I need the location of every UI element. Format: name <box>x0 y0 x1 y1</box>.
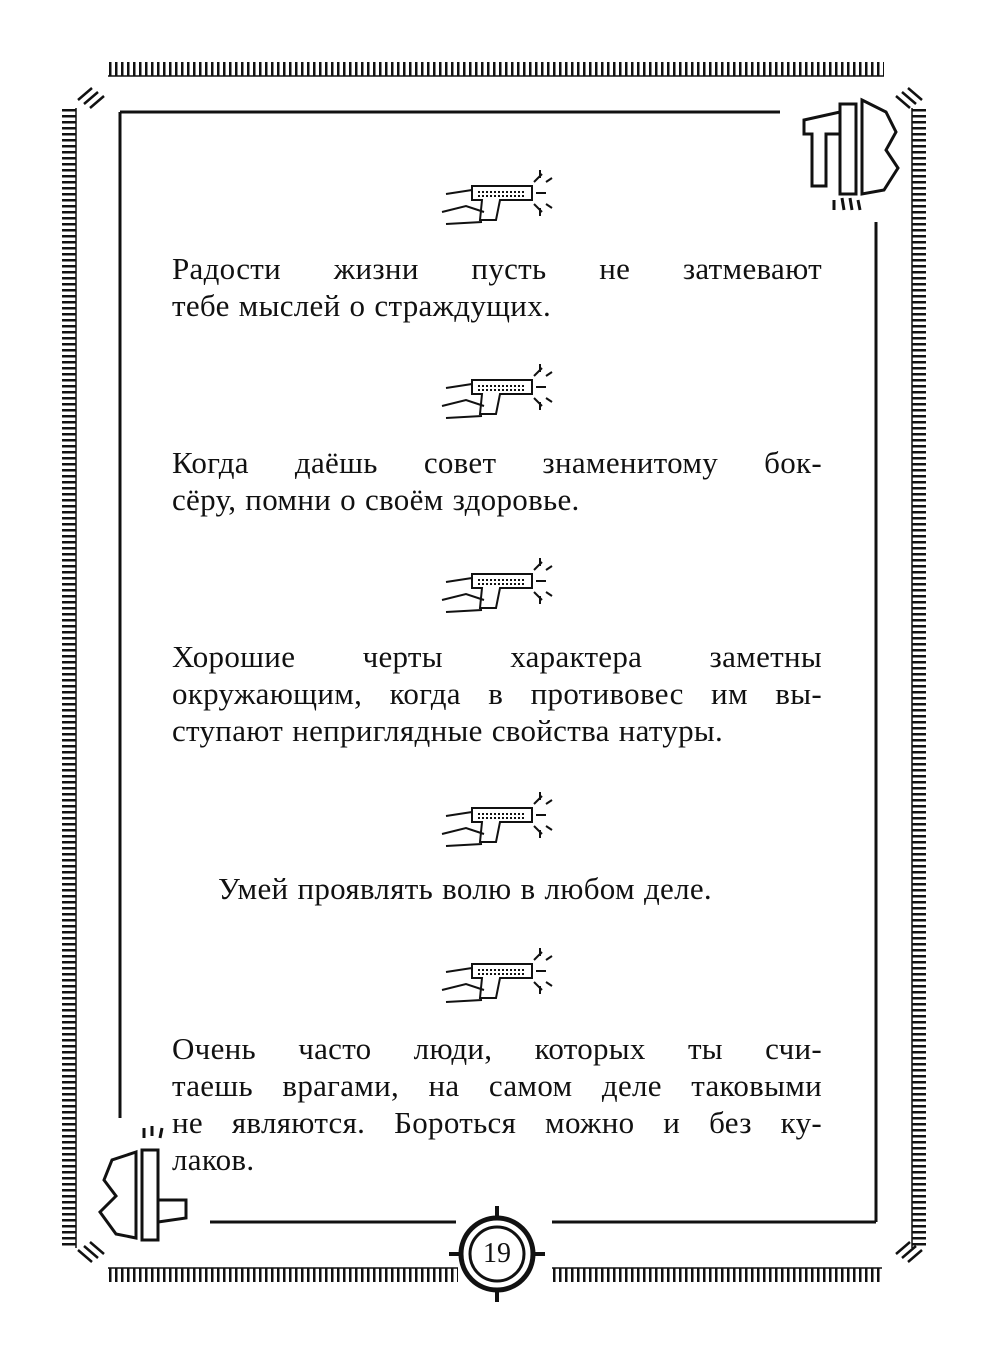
aphorism-4 <box>218 870 818 907</box>
aphorism-5 <box>172 1030 822 1178</box>
text-line: Радости жизни пусть не затмевают <box>172 251 822 286</box>
figure-with-gun-icon <box>804 100 898 210</box>
text-line: Умей проявлять волю в любом деле. <box>218 871 712 906</box>
text-line: ступают неприглядные свойства натуры. <box>172 713 724 748</box>
text-line: окружающим, когда в противовес им вы- <box>172 676 822 711</box>
text-line: сёру, помни о своём здоровье. <box>172 482 580 517</box>
text-line: не являются. Бороться можно и без ку- <box>172 1105 822 1140</box>
gun-ornament-icon <box>436 946 556 1016</box>
text-line: Хорошие черты характера заметны <box>172 639 822 674</box>
text-line: Очень часто люди, которых ты счи- <box>172 1031 822 1066</box>
gun-ornament-icon <box>436 556 556 626</box>
text-line: Когда даёшь совет знаменитому бок- <box>172 445 822 480</box>
text-line: тебе мыслей о страждущих. <box>172 288 552 323</box>
aphorism-3 <box>172 638 822 749</box>
gun-ornament-icon <box>436 362 556 432</box>
gun-ornament-icon <box>436 790 556 860</box>
aphorism-1 <box>172 250 822 324</box>
aphorism-2 <box>172 444 822 518</box>
page-number: 19 <box>483 1238 511 1269</box>
gun-ornament-icon <box>436 168 556 238</box>
text-line: таешь врагами, на самом деле таковыми <box>172 1068 822 1103</box>
text-line: лаков. <box>172 1142 255 1177</box>
